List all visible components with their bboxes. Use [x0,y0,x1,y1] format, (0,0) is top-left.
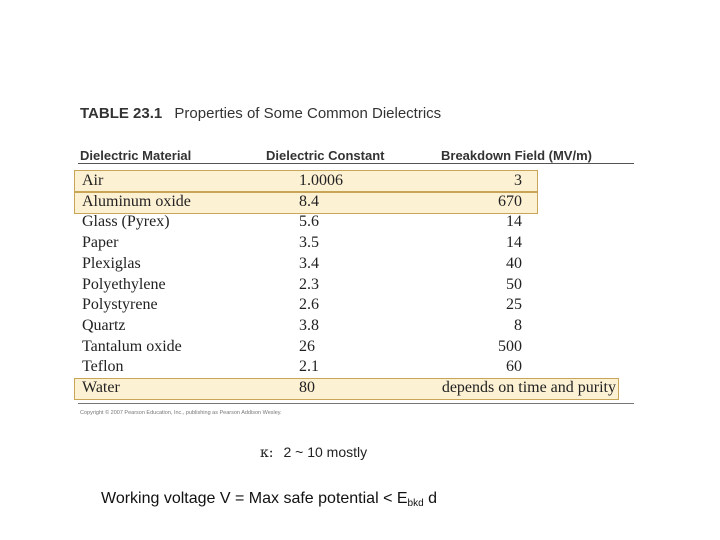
breakdown-cell: 14 [506,234,522,252]
breakdown-cell: 40 [506,254,522,272]
breakdown-cell: 500 [498,337,522,355]
constant-cell: 2.3 [299,275,319,293]
constant-cell: 26 [299,337,315,355]
table-row [0,275,720,296]
material-cell: Polyethylene [82,275,166,293]
breakdown-cell: 670 [498,192,522,210]
copyright-text: Copyright © 2007 Pearson Education, Inc., publishing as Pearson Addison Wesley. [80,410,282,416]
constant-cell: 3.5 [299,234,319,252]
table-row [0,316,720,337]
table-row [0,337,720,358]
constant-cell: 5.6 [299,213,319,231]
constant-cell: 8.4 [299,192,319,210]
constant-cell: 1.0006 [299,172,343,189]
table-title-text: Properties of Some Common Dielectrics [174,105,442,122]
breakdown-cell: depends on time and purity [441,379,616,396]
kappa-symbol: κ: [260,445,274,461]
breakdown-cell: 14 [506,213,522,231]
table-number: TABLE 23.1 [80,105,163,122]
kappa-text: 2 ~ 10 mostly [283,444,368,460]
table-row [0,357,720,378]
material-cell: Glass (Pyrex) [82,213,170,231]
breakdown-cell: 8 [514,316,522,334]
breakdown-cell: 25 [506,296,522,314]
material-cell: Plexiglas [82,254,141,272]
material-cell: Air [82,172,104,189]
breakdown-cell: 50 [506,275,522,293]
header-material: Dielectric Material [80,148,192,163]
constant-cell: 2.1 [299,358,319,376]
table-title [80,105,441,122]
kappa-note [260,444,367,461]
material-cell: Water [82,379,120,396]
breakdown-cell: 60 [506,358,522,376]
constant-cell: 80 [299,379,315,396]
material-cell: Paper [82,234,119,252]
constant-cell: 3.4 [299,254,319,272]
material-cell: Tantalum oxide [82,337,182,355]
material-cell: Aluminum oxide [82,192,191,210]
voltage-prefix: Working voltage V = Max safe potential < E [101,490,408,507]
table-row [0,212,720,233]
table-row [0,171,720,192]
material-cell: Teflon [82,358,124,376]
constant-cell: 2.6 [299,296,319,314]
header-constant: Dielectric Constant [266,148,385,163]
material-cell: Quartz [82,316,126,334]
header-rule [78,163,634,164]
header-breakdown: Breakdown Field (MV/m) [441,148,592,163]
table-row [0,295,720,316]
voltage-suffix: d [423,490,438,507]
footer-rule [78,403,634,404]
table-row [0,254,720,275]
material-cell: Polystyrene [82,296,158,314]
table-row [0,233,720,254]
table-row [0,192,720,213]
voltage-subscript: bkd [407,498,424,509]
breakdown-cell: 3 [514,172,522,189]
table-row [0,378,720,399]
constant-cell: 3.8 [299,316,319,334]
working-voltage-note [101,490,437,509]
